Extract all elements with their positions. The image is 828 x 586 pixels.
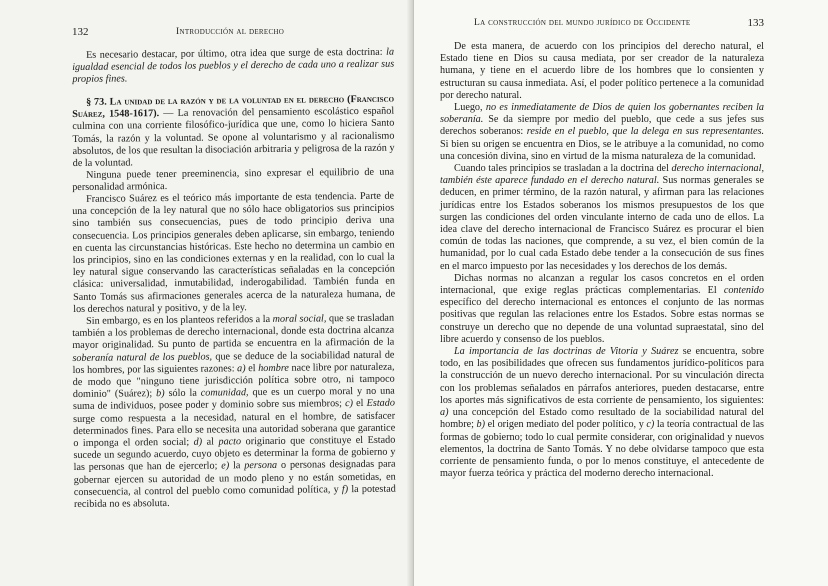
paragraph-international-law [440, 163, 764, 273]
right-page [414, 0, 828, 586]
italic-text: f) [341, 484, 349, 496]
text: al [202, 436, 219, 448]
text: o personas designadas para gobernar ejercen su autoridad de un modo pleno y no están sometidas, en consecuencia, al control del pueblo como comunidad política, y [73, 459, 396, 499]
text: Se da siempre por medio del pueblo, que cede a sus jefes sus derechos soberanos: [440, 114, 764, 138]
text: una concepción del Estado como resultado de la sociabilidad natural del hombre; [440, 407, 764, 431]
paragraph-italic-text: la igualdad esencial de todos los pueblos y el derecho de cada uno a realizar sus propios fines. [72, 46, 395, 86]
right-page-number: 133 [747, 17, 764, 29]
left-page-number: 132 [72, 26, 89, 38]
paragraph-sovereignty [440, 102, 764, 163]
text: Dichas normas no alcanzan a regular los casos concretos en el orden internacional, que exige reglas prácticas complementarias. El [440, 272, 764, 297]
italic-text: derecho internacional, también éste aparece fundado en el derecho natural. [440, 163, 765, 187]
text: el [352, 398, 367, 410]
section-text: — La renovación del pensamiento escolástico español culmina con una corriente filosófico-jurídica que une, como lo hiciera Santo Tomás, la razón y la voluntad. Se opone al voluntarismo y al racionalismo absolutos, de los que resultan la disociación arbitraria y peligrosa de la razón y de la voluntad. [72, 105, 395, 169]
italic-text: d) [193, 436, 203, 449]
italic-text: a) [237, 363, 246, 375]
text: Luego, [454, 102, 486, 114]
text: que es un cuerpo moral y no una suma de individuos, posee poder y dominio sobre sus miembros; [72, 386, 395, 413]
italic-text: e) [221, 461, 230, 473]
italic-text: moral social, [272, 313, 327, 326]
paragraph-positive-norms [440, 273, 764, 346]
paragraph-closing-idea [72, 47, 394, 87]
text: la potestad recibida no es absoluta. [73, 483, 396, 511]
paragraph-importance [440, 346, 764, 480]
italic-text: no es inmediatamente de Dios de quien los gobernantes reciben la soberanía. [440, 102, 765, 126]
text: originario que constituye el Estado sucede un segundo acuerdo, cuyo objeto es determinar la forma de gobierno y las personas que han de ejercerlo; [73, 434, 396, 474]
text: sólo la [164, 388, 201, 400]
right-page-header [440, 17, 764, 31]
right-running-head: La construcción del mundo jurídico de Occidente [474, 18, 691, 28]
italic-text: hombre [258, 362, 289, 375]
text: Sus normas generales se deducen, en primer término, de la razón natural, y afirman para las relaciones jurídicas entre los Estados soberanos los mismos presupuestos de los que surgen las condiciones del orden vinculante interno de cada uno de ellos. La idea clave del derecho internacional de Francisco Suárez es procurar el bien común de todas las naciones, que comprende, a su vez, el bien común de la humanidad, por lo cual cada Estado debe tender a la consecución de sus fines en el marco impuesto por las necesidades y los derechos de los demás. [440, 175, 764, 272]
text: Sin embargo, es en los planteos referidos a la [85, 314, 273, 328]
text: el [245, 363, 259, 375]
paragraph-text: Es necesario destacar, por último, otra idea que surge de esta doctrina: [85, 46, 387, 61]
text: Si bien su origen se encuentra en Dios, se le atribuye a la comunidad, no como una concesión divina, sino en virtud de la misma naturaleza de la comunidad. [440, 138, 764, 162]
italic-text: b) [476, 419, 486, 431]
paragraph-social-moral [72, 313, 396, 512]
left-page-header [72, 26, 394, 40]
italic-text: contenido [723, 285, 764, 297]
section-heading: § 73. La unidad de la razón y de la voluntad en el derecho (Francisco Suárez, 1548-1617). [72, 93, 395, 120]
italic-text: a) [440, 407, 449, 419]
section-73 [72, 93, 395, 170]
text: nace libre por naturaleza, de modo que "ninguno tiene jurisdicción política sobre otro, ni tampoco dominio" (Suárez); [72, 361, 395, 401]
italic-text: Estado [366, 398, 395, 410]
italic-text: soberanía natural de los pueblos, [72, 351, 213, 364]
text: la teoría contractual de las formas de gobierno; todo lo cual permite considerar, con originalidad y nuevos elementos, la doctrina de Santo Tomás. Y no debe olvidarse tampoco que esta corriente de pensamiento funda, o por lo menos constituye, el antecedente de mayor fuerza teórica y práctica del moderno derecho internacional. [440, 419, 764, 480]
italic-text: reside en el pueblo, que la delega en sus representantes. [526, 126, 764, 138]
text: el origen mediato del poder político, y [485, 419, 647, 431]
text: se encuentra, sobre todo, en las posibilidades que ofrecen sus fundamentos jurídico-políticos para la construcción de un nuevo derecho internacional. Por su vinculación directa con los problemas señalados en párrafos anteriores, pueden destacarse, entre los aportes más significativos de esta corriente de pensamiento, los siguientes: [440, 346, 765, 406]
text: que se deduce de la sociabilidad natural de los hombres, por las siguientes razones: [72, 349, 395, 377]
paragraph-equilibrium: Ninguna puede tener preeminencia, sino expresar el equilibrio de una personalidad armónica. [72, 166, 395, 194]
left-running-head: Introducción al derecho [176, 27, 285, 37]
text: Cuando tales principios se trasladan a la doctrina del [454, 163, 672, 175]
text: surge como respuesta a la necesidad, natural en el hombre, de satisfacer determinados fines. Para ello se necesita una autoridad soberana que garantice o imponga el orden social; [73, 410, 396, 450]
italic-text: pacto [218, 436, 242, 448]
italic-text: comunidad, [200, 387, 249, 400]
italic-text: c) [345, 398, 354, 410]
text: que se trasladan también a los problemas de derecho internacional, donde esta doctrina alcanza mayor originalidad. Su punto de partida se encuentra en la afirmación de la [72, 312, 395, 352]
text: específico del derecho internacional es entonces el conjunto de las normas positivas que regulan las relaciones entre los Estados. Sobre estas normas se construye un derecho que no depende de una voluntad supraestatal, sino del libre acuerdo y consenso de los pueblos. [440, 297, 764, 345]
italic-text: b) [156, 388, 165, 400]
italic-text: persona [244, 460, 278, 472]
text: la [229, 460, 245, 473]
paragraph-natural-law: De esta manera, de acuerdo con los principios del derecho natural, el Estado tiene en Dios su causa mediata, por ser creador de la naturaleza humana, y tiene en el acuerdo libre de los hombres que lo consienten y estructuran su causa inmediata. Así, el poder político pertenece a la comunidad por derecho natural. [440, 41, 764, 101]
italic-text: c) [646, 419, 655, 431]
italic-text: La importancia de las doctrinas de Vitoria y Suárez [454, 346, 679, 358]
paragraph-suarez-theory: Francisco Suárez es el teórico más importante de esta tendencia. Parte de una concepción de la ley natural que no sólo hace obligatorios sus principios sino también sus consecuencias, pues de todo principio deriva una consecuencia. Los principios generales deben aplicarse, sin embargo, teniendo en cuenta las circunstancias históricas. Este hecho no determina un cambio en los principios, sino en las condiciones externas y en la realidad, con lo cual la ley natural sigue conservando las características señaladas en la concepción clásica: universalidad, inmutabilidad, inderogabilidad. También funda en Santo Tomás sus afirmaciones generales acerca de la naturaleza humana, de los derechos natural y positivo, y de la ley. [72, 190, 396, 316]
